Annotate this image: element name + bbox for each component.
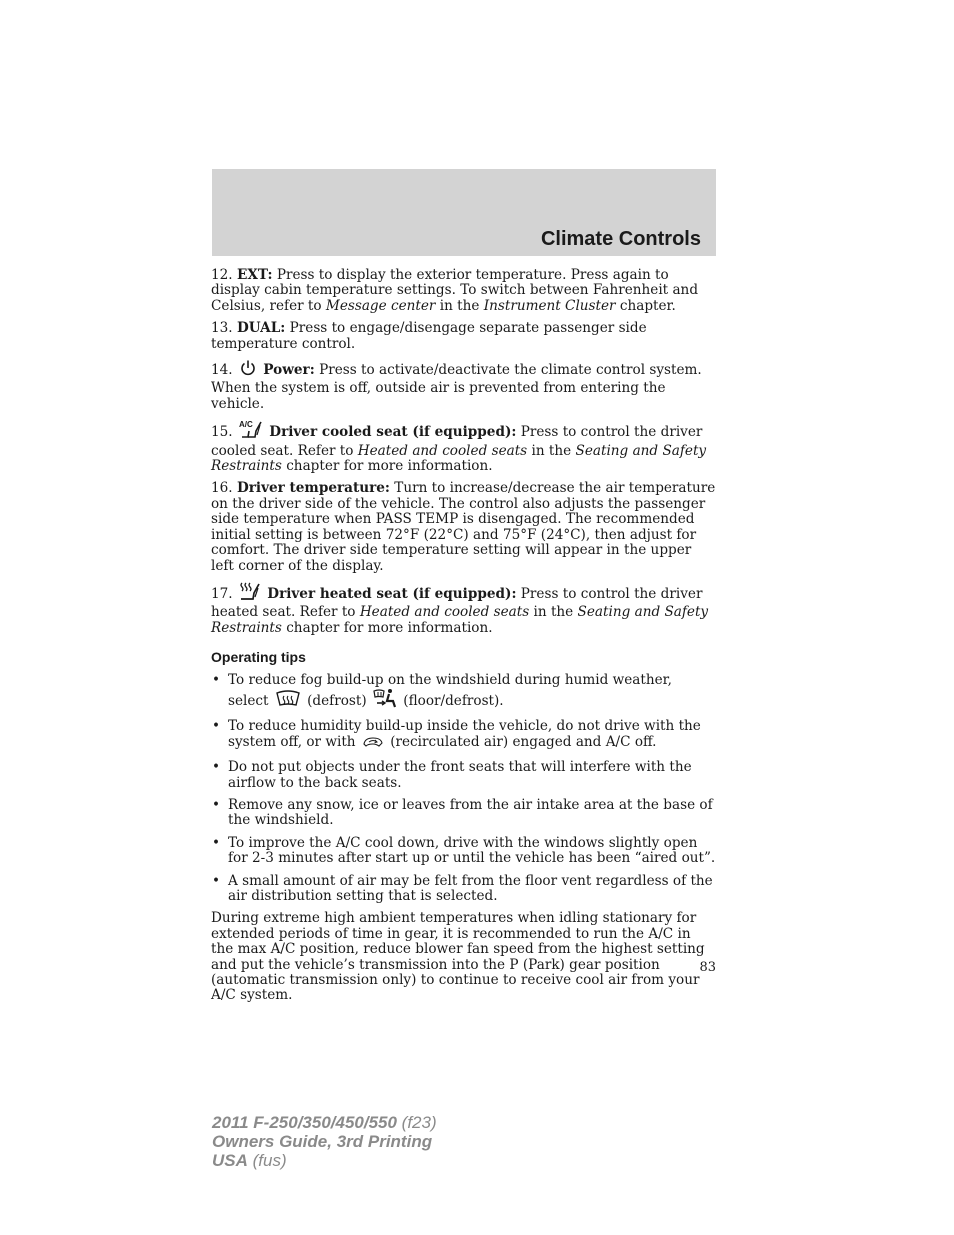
power-icon [239, 359, 257, 381]
item-text: Turn to increase/decrease the air temperature on the driver side of the vehicle. The control also adjusts the passenger side temperature when PASS TEMP is disengaged. The recommended initial setting is between 72°F (22°C) and 75°F (24°C), then adjust for comfort. The driver side temperature setting will appear in the upper left corner of the display. [211, 480, 716, 574]
item-16 [211, 481, 716, 573]
item-text: in the [527, 442, 576, 459]
tip-text: To reduce humidity build-up inside the vehicle, do not drive with the system off, or with [228, 718, 701, 750]
footer-market-code: (fus) [247, 1151, 287, 1170]
item-14 [211, 359, 716, 412]
page-number: 83 [699, 960, 716, 975]
item-text: in the [529, 604, 578, 621]
heated-seat-icon [239, 581, 261, 605]
list-item: • Do not put objects under the front seats that will interfere with the airflow to the back seats. [211, 760, 716, 791]
section-heading: Operating tips [211, 649, 306, 666]
svg-text:A/C: A/C [238, 420, 253, 430]
cross-reference: Instrument Cluster [483, 297, 616, 314]
item-text: Press to control the driver heated seat. Refer to [211, 585, 703, 621]
footer-model: 2011 F-250/350/450/550 [212, 1113, 397, 1132]
recirculate-icon [362, 735, 384, 753]
item-12 [211, 268, 716, 314]
item-number: 14. [211, 362, 233, 379]
footer-model-line [212, 1113, 437, 1132]
tip-text: (recirculated air) engaged and A/C off. [385, 733, 657, 750]
footer-market-line [212, 1151, 437, 1170]
cross-reference: Seating and Safety Restraints [211, 604, 709, 636]
cross-reference: Heated and cooled seats [359, 604, 530, 621]
list-item [211, 673, 716, 713]
tip-text: (floor/defrost). [398, 692, 504, 709]
item-number: 17. [211, 585, 233, 602]
item-15 [211, 419, 716, 474]
chapter-title: Climate Controls [540, 228, 701, 250]
item-number: 15. [211, 424, 233, 441]
footer-market: USA [212, 1151, 248, 1170]
floor-defrost-icon [373, 688, 397, 712]
item-13 [211, 321, 716, 352]
item-label: EXT: [236, 267, 273, 283]
defrost-icon [275, 690, 301, 712]
tips-list [211, 673, 716, 905]
cooled-seat-icon [239, 419, 263, 443]
item-label: Driver cooled seat (if equipped): [269, 424, 517, 441]
item-number: 12. [211, 267, 233, 283]
closing-paragraph: During extreme high ambient temperatures when idling stationary for extended periods of time in gear, it is recommended to run the A/C in the max A/C position, reduce blower fan speed from the highest setting and put the vehicle’s transmission into the P (Park) gear position (automatic transmission only) to continue to receive cool air from your A/C system. [211, 910, 705, 1004]
item-text: Press to display the exterior temperature. Press again to display cabin temperature settings. To switch between Fahrenheit and Celsius, refer to [211, 267, 699, 314]
tip-text: (defrost) [302, 692, 371, 709]
list-item: • Remove any snow, ice or leaves from the air intake area at the base of the windshield. [211, 798, 716, 829]
page-content [211, 268, 716, 1011]
item-text: chapter. [615, 297, 676, 314]
cross-reference: Message center [325, 297, 436, 314]
cross-reference: Seating and Safety Restraints [211, 442, 707, 475]
item-17 [211, 581, 716, 636]
tip-text: To reduce fog build-up on the windshield during humid weather, select [228, 671, 672, 709]
item-number: 16. [211, 480, 233, 497]
item-number: 13. [211, 320, 233, 337]
item-text: Press to control the driver cooled seat. Refer to [211, 424, 703, 459]
chapter-header-band [212, 169, 716, 256]
list-item: • To improve the A/C cool down, drive with the windows slightly open for 2-3 minutes after start up or until the vehicle has been “aired out”. [211, 836, 716, 867]
list-item: • A small amount of air may be felt from the floor vent regardless of the air distribution setting that is selected. [211, 874, 716, 905]
item-label: Power: [263, 362, 315, 379]
item-text: chapter for more information. [281, 619, 493, 636]
item-label: DUAL: [236, 320, 286, 337]
item-text: Press to activate/deactivate the climate control system. When the system is off, outside air is prevented from entering the vehicle. [211, 362, 702, 412]
footer-guide-line: Owners Guide, 3rd Printing [212, 1132, 433, 1151]
item-text: Press to engage/disengage separate passenger side temperature control. [211, 320, 647, 352]
item-label: Driver heated seat (if equipped): [267, 585, 517, 602]
item-label: Driver temperature: [236, 480, 390, 497]
list-item [211, 719, 716, 753]
footer-model-code: (f23) [396, 1113, 437, 1132]
item-text: chapter for more information. [281, 458, 493, 475]
cross-reference: Heated and cooled seats [357, 442, 528, 459]
item-text: in the [435, 297, 484, 314]
document-footer [212, 1113, 437, 1170]
